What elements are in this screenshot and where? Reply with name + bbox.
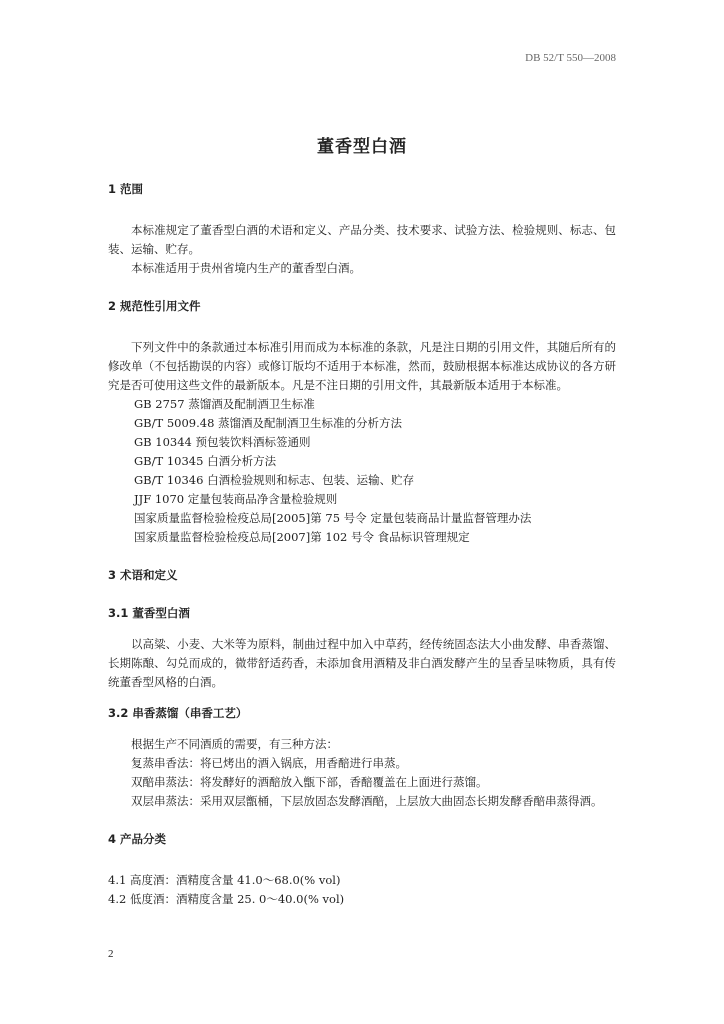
reference-item: 国家质量监督检验检疫总局[2007]第 102 号令 食品标识管理规定 bbox=[134, 530, 470, 544]
reference-item: GB 10344 预包装饮料酒标签通则 bbox=[134, 435, 311, 449]
section-3-2-para-4: 双层串蒸法：采用双层甑桶，下层放固态发酵酒醅，上层放大曲固态长期发酵香醅串蒸得酒。 bbox=[131, 794, 603, 808]
section-3-heading: 3 术语和定义 bbox=[108, 568, 178, 582]
section-3-2-heading: 3.2 串香蒸馏（串香工艺） bbox=[108, 706, 248, 720]
reference-item: GB 2757 蒸馏酒及配制酒卫生标准 bbox=[134, 397, 315, 411]
section-3-2-para-1: 根据生产不同酒质的需要，有三种方法： bbox=[131, 737, 338, 751]
section-1-para-1: 本标准规定了董香型白酒的术语和定义、产品分类、技术要求、试验方法、检验规则、标志、包装、运输、贮存。 bbox=[108, 223, 616, 256]
section-1-para-2: 本标准适用于贵州省境内生产的董香型白酒。 bbox=[131, 261, 361, 275]
reference-item: JJF 1070 定量包装商品净含量检验规则 bbox=[134, 492, 338, 506]
reference-item: GB/T 10345 白酒分析方法 bbox=[134, 454, 277, 468]
section-4-item-1: 4.1 高度酒：酒精度含量 41.0～68.0(% vol) bbox=[108, 873, 341, 887]
standard-code: DB 52/T 550—2008 bbox=[525, 52, 616, 64]
document-body bbox=[108, 180, 616, 909]
document-title: 董香型白酒 bbox=[317, 137, 407, 157]
reference-item: 国家质量监督检验检疫总局[2005]第 75 号令 定量包装商品计量监督管理办法 bbox=[134, 511, 532, 525]
reference-item: GB/T 5009.48 蒸馏酒及配制酒卫生标准的分析方法 bbox=[134, 416, 403, 430]
section-3-1-para: 以高粱、小麦、大米等为原料，制曲过程中加入中草药，经传统固态法大小曲发酵、串香蒸馏、长期陈酿、勾兑而成的，微带舒适药香，未添加食用酒精及非白酒发酵产生的呈香呈味物质，具有传统董香型风格的白酒。 bbox=[108, 637, 616, 689]
section-4-item-2: 4.2 低度酒：酒精度含量 25. 0～40.0(% vol) bbox=[108, 892, 345, 906]
section-4-heading: 4 产品分类 bbox=[108, 832, 167, 846]
section-2-heading: 2 规范性引用文件 bbox=[108, 299, 201, 313]
section-3-1-heading: 3.1 董香型白酒 bbox=[108, 606, 190, 620]
section-1-heading: 1 范围 bbox=[108, 182, 144, 196]
page-number: 2 bbox=[108, 948, 114, 960]
reference-item: GB/T 10346 白酒检验规则和标志、包装、运输、贮存 bbox=[134, 473, 415, 487]
section-2-intro: 下列文件中的条款通过本标准引用而成为本标准的条款，凡是注日期的引用文件，其随后所有的修改单（不包括勘误的内容）或修订版均不适用于本标准，然而，鼓励根据本标准达成协议的各方研究是否可使用这些文件的最新版本。凡是不注日期的引用文件，其最新版本适用于本标准。 bbox=[108, 340, 616, 392]
section-3-2-para-2: 复蒸串香法：将已烤出的酒入锅底，用香醅进行串蒸。 bbox=[131, 756, 407, 770]
section-3-2-para-3: 双醅串蒸法：将发酵好的酒醅放入甑下部，香醅覆盖在上面进行蒸馏。 bbox=[131, 775, 488, 789]
